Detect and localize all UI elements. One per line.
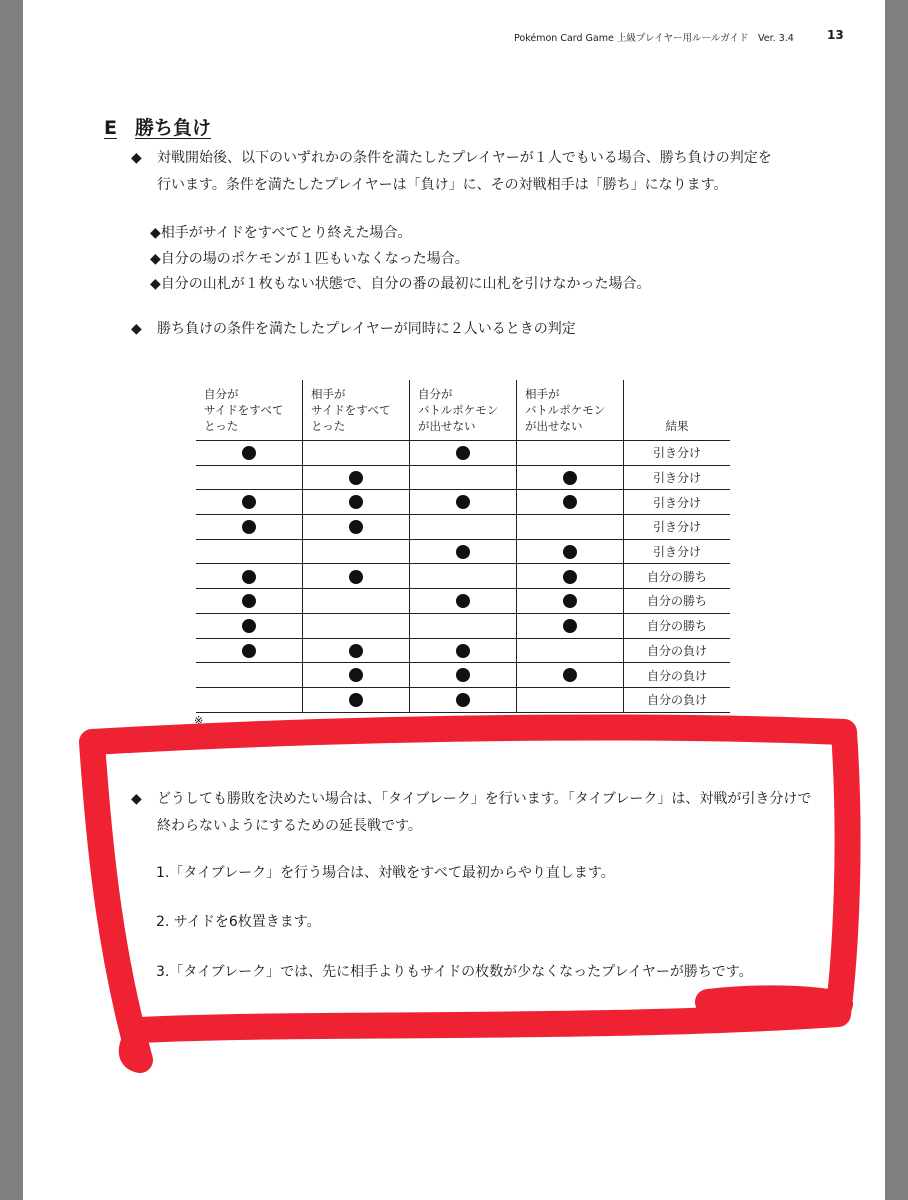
table-cell: [303, 490, 410, 515]
table-cell: [517, 564, 624, 589]
column-header: 自分が サイドをすべて とった: [196, 380, 303, 441]
table-cell: [196, 564, 303, 589]
table-cell: [196, 589, 303, 614]
running-header-title: Pokémon Card Game 上級プレイヤー用ルールガイド Ver. 3.4: [514, 33, 794, 44]
column-header: 相手が サイドをすべて とった: [303, 380, 410, 441]
diamond-bullet-icon: ◆: [131, 791, 142, 807]
table-cell: [517, 539, 624, 564]
table-cell: [196, 638, 303, 663]
table-cell: [517, 687, 624, 712]
condition-item: ◆自分の場のポケモンが１匹もいなくなった場合。: [150, 251, 469, 267]
table-row: [196, 539, 730, 564]
filled-circle-icon: [563, 619, 577, 633]
table-cell: [303, 539, 410, 564]
filled-circle-icon: [563, 594, 577, 608]
table-cell: [410, 490, 517, 515]
table-row: [196, 465, 730, 490]
table-cell: [410, 564, 517, 589]
filled-circle-icon: [563, 471, 577, 485]
tiebreak-line-1: どうしても勝敗を決めたい場合は、「タイブレーク」を行います。「タイブレーク」は、対戦が引き分けで: [157, 791, 812, 807]
filled-circle-icon: [242, 594, 256, 608]
table-cell: [303, 465, 410, 490]
table-cell: [410, 663, 517, 688]
tiebreak-step-2: 2. サイドを6枚置きます。: [156, 914, 321, 930]
simultaneous-heading: [131, 316, 576, 343]
filled-circle-icon: [349, 644, 363, 658]
simultaneous-text: 勝ち負けの条件を満たしたプレイヤーが同時に２人いるときの判定: [157, 321, 576, 337]
table-row: [196, 638, 730, 663]
table-cell: [517, 465, 624, 490]
table-cell: [196, 490, 303, 515]
table-cell: [517, 441, 624, 466]
filled-circle-icon: [242, 495, 256, 509]
section-title-text: 勝ち負け: [134, 117, 211, 139]
table-cell: [303, 441, 410, 466]
result-cell: 自分の負け: [624, 663, 731, 688]
condition-item: ◆自分の山札が１枚もない状態で、自分の番の最初に山札を引けなかった場合。: [150, 276, 651, 292]
result-cell: 引き分け: [624, 515, 731, 540]
table-row: [196, 515, 730, 540]
table-cell: [196, 613, 303, 638]
table-cell: [410, 465, 517, 490]
filled-circle-icon: [563, 495, 577, 509]
intro-line-1: 対戦開始後、以下のいずれかの条件を満たしたプレイヤーが１人でもいる場合、勝ち負けの判定を: [157, 150, 772, 166]
result-cell: 引き分け: [624, 539, 731, 564]
table-cell: [196, 465, 303, 490]
filled-circle-icon: [242, 520, 256, 534]
result-cell: 引き分け: [624, 441, 731, 466]
table-cell: [303, 638, 410, 663]
filled-circle-icon: [456, 668, 470, 682]
filled-circle-icon: [349, 520, 363, 534]
table-cell: [196, 441, 303, 466]
table-row: [196, 589, 730, 614]
table-cell: [303, 515, 410, 540]
result-cell: 自分の勝ち: [624, 564, 731, 589]
filled-circle-icon: [242, 570, 256, 584]
section-letter: E: [104, 117, 117, 139]
table-cell: [410, 687, 517, 712]
filled-circle-icon: [456, 545, 470, 559]
result-cell: 自分の負け: [624, 638, 731, 663]
table-cell: [303, 663, 410, 688]
table-cell: [517, 589, 624, 614]
table-footnote: ※: [194, 714, 204, 727]
diamond-bullet-icon: ◆: [131, 150, 142, 166]
result-cell: 引き分け: [624, 490, 731, 515]
result-cell: 自分の勝ち: [624, 613, 731, 638]
table-row: [196, 441, 730, 466]
tiebreak-step-1: 1.「タイブレーク」を行う場合は、対戦をすべて最初からやり直します。: [156, 865, 615, 881]
table-cell: [303, 589, 410, 614]
column-header: 相手が バトルポケモン が出せない: [517, 380, 624, 441]
table-row: [196, 613, 730, 638]
table-cell: [410, 638, 517, 663]
filled-circle-icon: [349, 668, 363, 682]
judgement-table: [196, 380, 730, 713]
intro-paragraph: [131, 145, 772, 199]
table-cell: [410, 613, 517, 638]
filled-circle-icon: [563, 668, 577, 682]
filled-circle-icon: [563, 545, 577, 559]
table-cell: [303, 613, 410, 638]
table-row: [196, 687, 730, 712]
table-cell: [517, 613, 624, 638]
column-header-result: 結果: [624, 380, 731, 441]
table-cell: [410, 515, 517, 540]
tiebreak-paragraph: [131, 786, 811, 840]
table-cell: [196, 539, 303, 564]
table-cell: [303, 564, 410, 589]
filled-circle-icon: [349, 693, 363, 707]
table-header-row: [196, 380, 730, 441]
table-cell: [410, 589, 517, 614]
intro-line-2: 行います。条件を満たしたプレイヤーは「負け」に、その対戦相手は「勝ち」になります。: [157, 177, 728, 193]
section-heading: [104, 113, 211, 140]
table-body: [196, 441, 730, 713]
table-cell: [303, 687, 410, 712]
table-cell: [196, 515, 303, 540]
condition-item: ◆相手がサイドをすべてとり終えた場合。: [150, 225, 412, 241]
tiebreak-step-3: 3.「タイブレーク」では、先に相手よりもサイドの枚数が少なくなったプレイヤーが勝ちです。: [156, 964, 753, 980]
filled-circle-icon: [456, 446, 470, 460]
filled-circle-icon: [242, 644, 256, 658]
table-cell: [196, 687, 303, 712]
filled-circle-icon: [242, 446, 256, 460]
result-cell: 自分の負け: [624, 687, 731, 712]
table-row: [196, 564, 730, 589]
diamond-bullet-icon: ◆: [131, 321, 142, 337]
page-number: 13: [827, 28, 844, 42]
column-header: 自分が バトルポケモン が出せない: [410, 380, 517, 441]
table-cell: [517, 515, 624, 540]
table-row: [196, 663, 730, 688]
filled-circle-icon: [349, 471, 363, 485]
filled-circle-icon: [456, 693, 470, 707]
table-cell: [410, 441, 517, 466]
result-cell: 引き分け: [624, 465, 731, 490]
table-cell: [410, 539, 517, 564]
filled-circle-icon: [563, 570, 577, 584]
table-row: [196, 490, 730, 515]
filled-circle-icon: [456, 644, 470, 658]
filled-circle-icon: [349, 495, 363, 509]
table-cell: [517, 490, 624, 515]
filled-circle-icon: [242, 619, 256, 633]
filled-circle-icon: [456, 594, 470, 608]
result-cell: 自分の勝ち: [624, 589, 731, 614]
tiebreak-line-2: 終わらないようにするための延長戦です。: [157, 818, 422, 834]
filled-circle-icon: [456, 495, 470, 509]
table-cell: [196, 663, 303, 688]
table-cell: [517, 663, 624, 688]
table-cell: [517, 638, 624, 663]
filled-circle-icon: [349, 570, 363, 584]
